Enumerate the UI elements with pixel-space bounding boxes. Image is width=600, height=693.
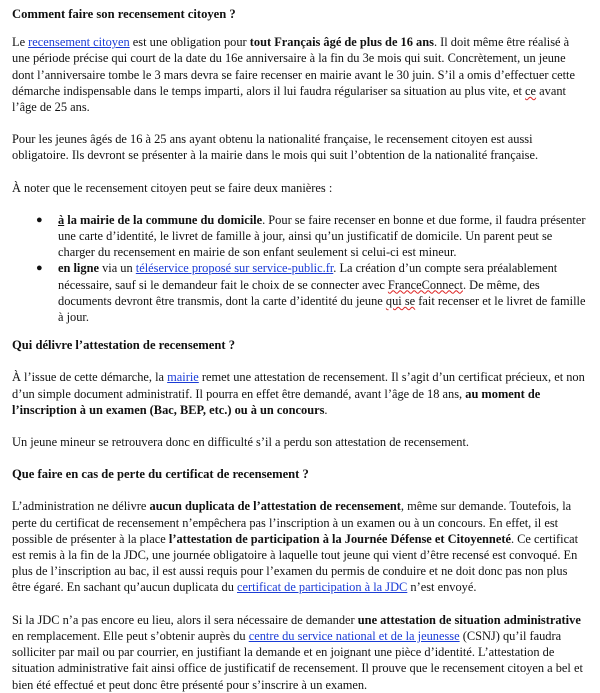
bold-text: la mairie de la commune du domicile: [64, 212, 263, 227]
paragraph-deux-manieres: À noter que le recensement citoyen peut se faire deux manières :: [12, 180, 333, 195]
bold-text: aucun duplicata de l’attestation de recensement: [149, 499, 401, 514]
section-heading-recensement: Comment faire son recensement citoyen ?: [12, 7, 236, 21]
link-certificat-jdc[interactable]: certificat de participation à la JDC: [237, 580, 408, 595]
paragraph-nationalite: Pour les jeunes âgés de 16 à 25 ans ayant obtenu la nationalité française, le recensement citoyen est aussi obligatoire. Ils devront se présenter à la mairie dans le mois qui suit l’obtention de la nationalité française.: [12, 132, 539, 163]
bold-text: au moment de l’inscription à un examen (Bac, BEP, etc.) ou à un concours: [12, 386, 541, 417]
bold-underlined-text: à: [58, 212, 65, 227]
text-run: , même sur demande. Toutefois, la perte du certificat de recensement n’empêchera pas l’inscription à un examen ou à un concours. En effet, il est possible de présenter à la place: [12, 499, 572, 546]
text-run: (CSNJ) qu’il faudra solliciter par mail ou par courrier, en justifiant la demande et en joignant une pièce d’identité. L’attestation de situation administrative fait ainsi office de justificatif de recensement. Il prouve que le recensement citoyen a bel et bien été effectué et peut donc être présenté pour s’inscrire à un examen.: [12, 628, 583, 692]
bold-text: l’attestation de participation à la Journée Défense et Citoyenneté: [168, 531, 511, 546]
text-run: . Il doit même être réalisé à une période précise qui court de la date du 16e anniversaire à la fin du 3e mois qui suit. Concrètement, un jeune dont l’anniversaire tombe le 3 mars devra se faire recenser en mairie avant le 30 juin. S’il a omis d’effectuer cette démarche indispensable dans le temps imparti, alors il lui faudra régulariser sa situation au plus vite, et: [12, 35, 575, 98]
text-run: Si la JDC n’a pas encore eu lieu, alors il sera nécessaire de demander: [12, 612, 358, 627]
link-recensement-citoyen[interactable]: recensement citoyen: [28, 35, 130, 50]
list-item-en-ligne: [36, 260, 586, 325]
spellcheck-word: qui se: [385, 293, 416, 308]
text-run: en remplacement. Elle peut s’obtenir auprès du: [12, 628, 249, 643]
bold-text: une attestation de situation administrative: [357, 612, 581, 627]
text-run: . La création d’un compte sera préalablement nécessaire, sauf si le demandeur fait le choix de se connecter avec: [58, 261, 558, 292]
bullet-icon: ●: [36, 262, 43, 275]
text-run: À l’issue de cette démarche, la: [12, 370, 168, 385]
list-item-mairie: [36, 212, 586, 261]
bullet-icon: ●: [36, 213, 43, 226]
link-teleservice[interactable]: téléservice proposé sur service-public.fr: [135, 261, 334, 276]
text-run: . De même, des documents devront être transmis, dont la carte d’identité du jeune: [58, 277, 540, 308]
section-heading-perte: Que faire en cas de perte du certificat de recensement ?: [12, 467, 309, 482]
text-run: L’administration ne délivre: [12, 499, 150, 514]
bold-text: en ligne: [58, 261, 99, 276]
paragraph-duplicata: [12, 498, 586, 595]
bullet-list: [12, 212, 586, 325]
text-run: est une obligation pour: [129, 35, 250, 50]
text-run: avant l’âge de 25 ans.: [12, 83, 566, 115]
bold-text: tout Français âgé de plus de 16 ans: [249, 35, 434, 50]
link-csnj[interactable]: centre du service national et de la jeunesse: [248, 628, 460, 643]
section-heading-attestation: Qui délivre l’attestation de recensement ?: [12, 338, 236, 353]
text-run: via un: [98, 261, 136, 276]
text-run: . Ce certificat est remis à la fin de la JDC, une journée obligatoire à laquelle tout jeune qui vient d’être recensé est convoqué. En plus de l’inscription au bac, il est aussi requis pour l’examen du permis de conduire et ne doit donc pas non plus être égaré. En sachant qu’aucun duplicata du: [12, 531, 579, 595]
text-run: . Pour se faire recenser en bonne et due forme, il faudra présenter une carte d’identité, le livret de famille à jour, ainsi qu’un justificatif de domicile. Un parent peut se charger du recensement en mairie de son enfant seulement si celui-ci est mineur.: [58, 212, 586, 260]
paragraph-situation-administrative: [12, 612, 586, 693]
text-run: fait recenser et le livret de famille à jour.: [58, 293, 586, 325]
paragraph-mineur: Un jeune mineur se retrouvera donc en difficulté s’il a perdu son attestation de recensement.: [12, 435, 470, 450]
text-run: remet une attestation de recensement. Il s’agit d’un certificat précieux, et non d’un simple document administratif. Il pourra en effet être demandé, avant l’âge de 18 ans,: [12, 370, 585, 401]
spellcheck-word: FranceConnect: [387, 277, 463, 292]
text-run: n’est envoyé.: [407, 580, 477, 595]
text-run: Le: [12, 35, 29, 50]
text-run: .: [324, 402, 328, 417]
spellcheck-word: ce: [525, 83, 537, 98]
paragraph-mairie-remet: [12, 369, 586, 418]
link-mairie[interactable]: mairie: [167, 370, 199, 385]
paragraph-intro: [12, 34, 586, 115]
